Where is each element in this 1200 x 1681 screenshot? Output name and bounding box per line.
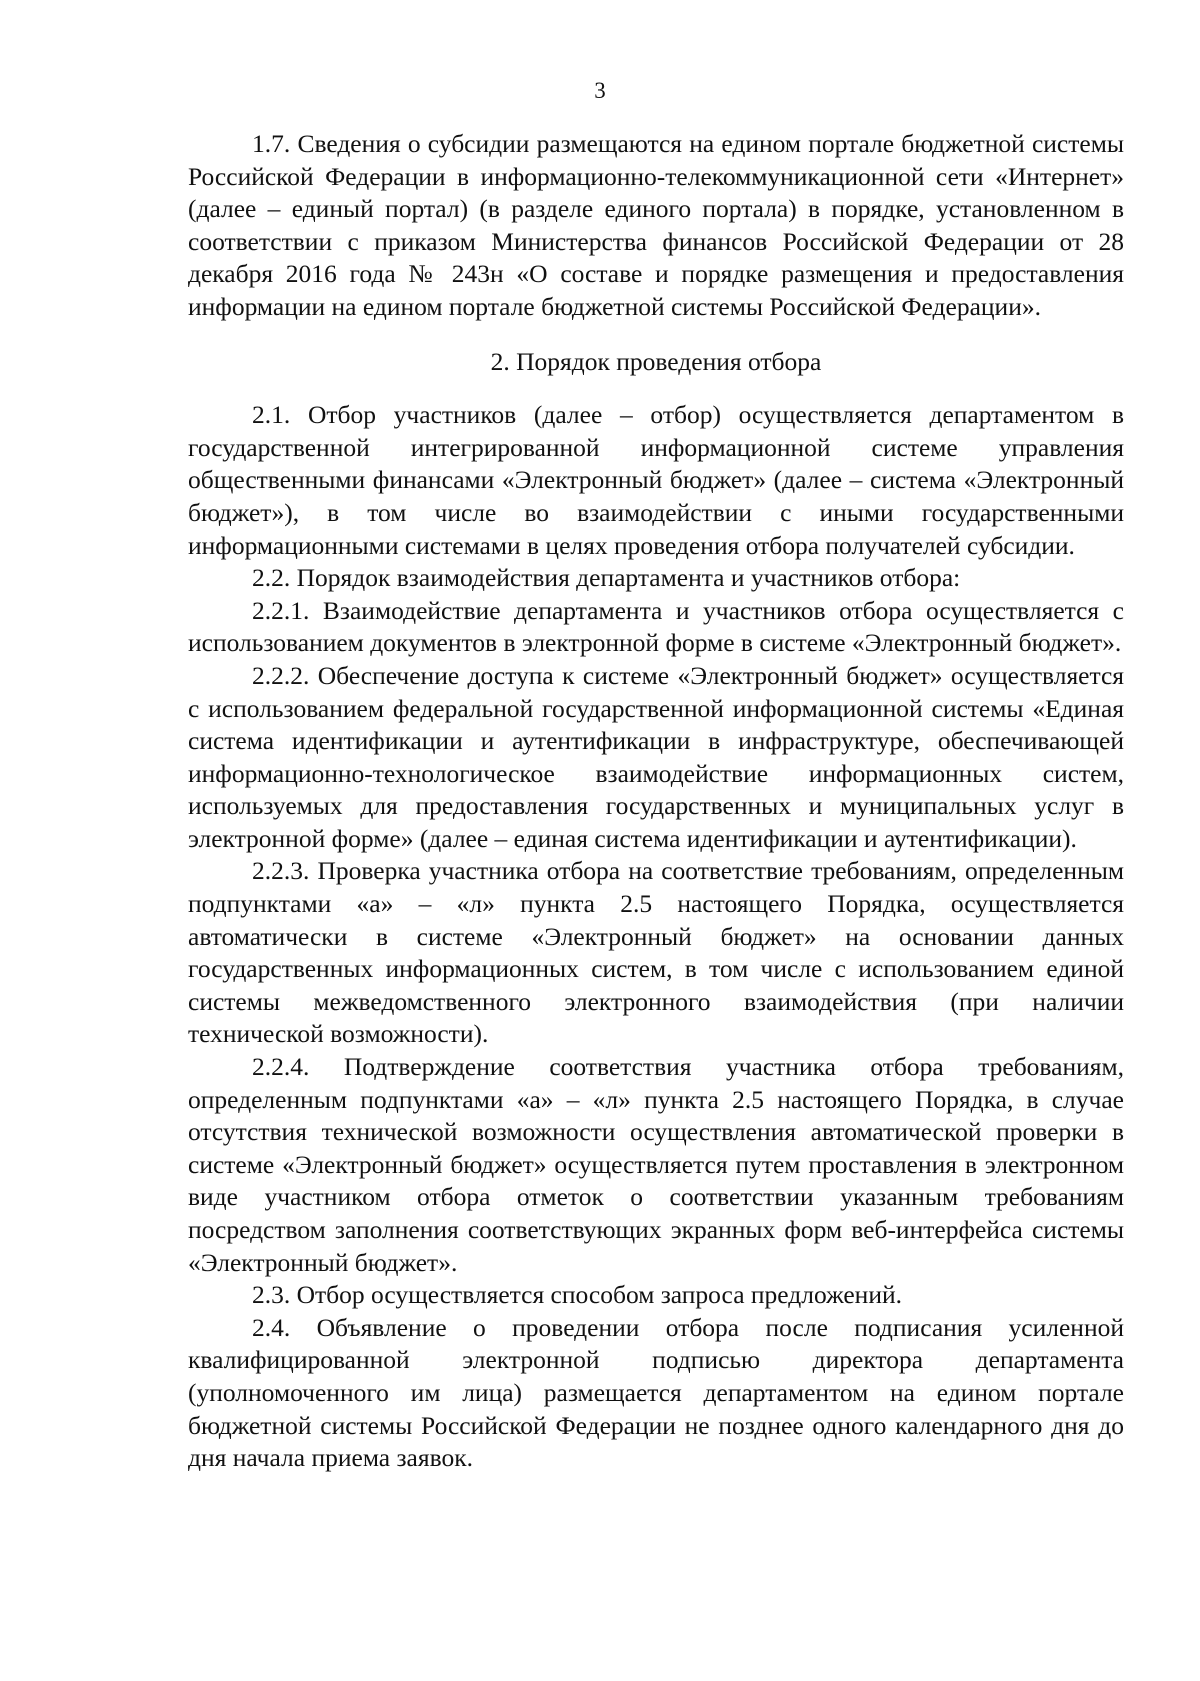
paragraph-2-2-2: 2.2.2. Обеспечение доступа к системе «Электронный бюджет» осуществляется с использованием федеральной государственной информационной системы «Единая система идентификации и аутентификации в инфраструктуре, обеспечивающей информационно-технологическое взаимодействие информационных систем, используемых для предоставления государственных и муниципальных услуг в электронной форме» (далее – единая система идентификации и аутентификации). <box>188 660 1124 853</box>
paragraph-2-2-1: 2.2.1. Взаимодействие департамента и участников отбора осуществляется с использованием документов в электронной форме в системе «Электронный бюджет». <box>188 595 1124 658</box>
paragraph-2-4: 2.4. Объявление о проведении отбора после подписания усиленной квалифицированной электронной подписью директора департамента (уполномоченного им лица) размещается департаментом на едином портале бюджетной системы Российской Федерации не позднее одного календарного дня до дня начала приема заявок. <box>188 1312 1124 1473</box>
paragraph-1-7: 1.7. Сведения о субсидии размещаются на едином портале бюджетной системы Российской Федерации в информационно-телекоммуникационной сети «Интернет» (далее – единый портал) (в разделе единого портала) в порядке, установленном в соответствии с приказом Министерства финансов Российской Федерации от 28 декабря 2016 года № 243н «О составе и порядке размещения и предоставления информации на едином портале бюджетной системы Российской Федерации». <box>188 129 1124 321</box>
paragraph-2-3: 2.3. Отбор осуществляется способом запроса предложений. <box>252 1280 902 1310</box>
page-number: 3 <box>594 78 606 103</box>
paragraph-2-2-4: 2.2.4. Подтверждение соответствия участника отбора требованиям, определенным подпунктами «а» – «л» пункта 2.5 настоящего Порядка, в случае отсутствия технической возможности осуществления автоматической проверки в системе «Электронный бюджет» осуществляется путем проставления в электронном виде участником отбора отметок о соответствии указанным требованиям посредством заполнения соответствующих экранных форм веб-интерфейса системы «Электронный бюджет». <box>188 1052 1124 1277</box>
paragraph-2-2-3: 2.2.3. Проверка участника отбора на соответствие требованиям, определенным подпунктами «а» – «л» пункта 2.5 настоящего Порядка, осуществляется автоматически в системе «Электронный бюджет» на основании данных государственных информационных систем, в том числе с использованием единой системы межведомственного электронного взаимодействия (при наличии технической возможности). <box>188 856 1124 1049</box>
paragraph-2-2: 2.2. Порядок взаимодействия департамента и участников отбора: <box>252 563 961 593</box>
document-body <box>188 128 1124 1475</box>
section-heading: 2. Порядок проведения отбора <box>490 346 822 376</box>
paragraph-2-1: 2.1. Отбор участников (далее – отбор) осуществляется департаментом в государственной интегрированной информационной системе управления общественными финансами «Электронный бюджет» (далее – система «Электронный бюджет»), в том числе во взаимодействии с иными государственными информационными системами в целях проведения отбора получателей субсидии. <box>188 400 1124 560</box>
